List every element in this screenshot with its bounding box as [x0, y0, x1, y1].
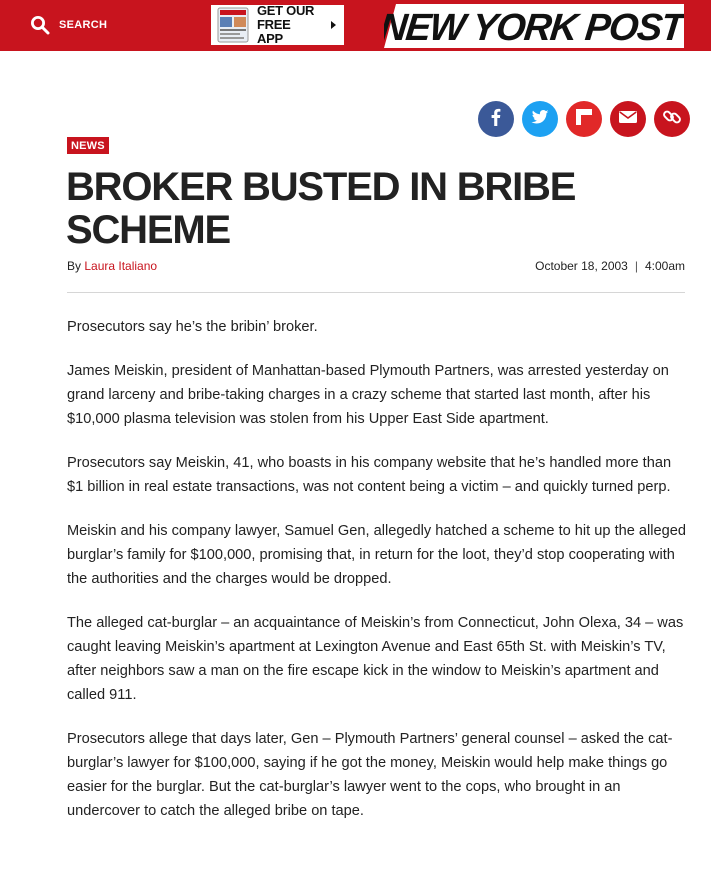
search-label: SEARCH: [59, 19, 108, 31]
share-facebook-button[interactable]: [478, 101, 514, 137]
promo-line-2: FREE APP: [257, 17, 291, 46]
promo-line-1: GET OUR: [257, 3, 315, 18]
share-link-button[interactable]: [654, 101, 690, 137]
search-button[interactable]: [30, 14, 107, 36]
article-paragraph: The alleged cat-burglar – an acquaintance of Meiskin’s from Connecticut, John Olexa, 34 – was caught leaving Meiskin’s apartment at Lexington Avenue and East 65th St. with Meiskin’s TV, after neighbors saw a man on the fire escape kick in the window to Meiskin’s apartment and called 911.: [67, 615, 684, 703]
arrow-right-icon: [331, 21, 336, 29]
share-bar: [478, 101, 690, 137]
share-email-button[interactable]: [610, 101, 646, 137]
get-app-promo[interactable]: [211, 5, 344, 45]
section-tag[interactable]: NEWS: [67, 137, 109, 154]
article-headline: BROKER BUSTED IN BRIBE SCHEME: [66, 165, 576, 252]
share-flipboard-button[interactable]: [566, 101, 602, 137]
promo-text: [257, 4, 319, 46]
facebook-icon: [486, 107, 506, 132]
nypost-logo[interactable]: [384, 2, 684, 48]
publish-date: October 18, 2003: [535, 259, 628, 273]
share-twitter-button[interactable]: [522, 101, 558, 137]
logo-text: NEW YORK POST: [384, 7, 684, 48]
article-body: [67, 315, 687, 843]
publish-time: 4:00am: [644, 259, 685, 273]
header-divider: [67, 292, 685, 293]
twitter-icon: [530, 107, 550, 132]
article-paragraph: James Meiskin, president of Manhattan-based Plymouth Partners, was arrested yesterday on grand larceny and bribe-taking charges in a crazy scheme that started last month, after his $10,000 plasma television was stolen from his Upper East Side apartment.: [67, 363, 669, 427]
byline: [67, 259, 157, 273]
link-icon: [661, 106, 683, 133]
flipboard-icon: [575, 108, 593, 131]
search-icon: [30, 15, 50, 35]
email-icon: [618, 109, 638, 130]
article-paragraph: Prosecutors say Meiskin, 41, who boasts in his company website that he’s handled more than $1 billion in real estate transactions, was not content being a victim – and quickly turned perp.: [67, 455, 672, 495]
article-paragraph: Prosecutors say he’s the bribin’ broker.: [67, 319, 318, 335]
article-paragraph: Meiskin and his company lawyer, Samuel Gen, allegedly hatched a scheme to hit up the alleged burglar’s family for $100,000, promising that, in return for the loot, they’d stop cooperating with the authorities and the charges would be dropped.: [67, 523, 686, 587]
byline-prefix: By: [67, 259, 85, 273]
publish-dateline: [535, 259, 685, 273]
author-link[interactable]: Laura Italiano: [84, 259, 158, 273]
date-separator: |: [634, 259, 638, 273]
top-nav-bar: [0, 0, 711, 51]
phone-app-icon: [217, 7, 249, 43]
article-paragraph: Prosecutors allege that days later, Gen – Plymouth Partners’ general counsel – asked the cat-burglar’s lawyer for $100,000, saying if he got the money, Meiskin would help make things go easier for the burglar. But the cat-burglar’s lawyer went to the cops, who brought in an undercover to catch the alleged bribe on tape.: [67, 731, 673, 819]
